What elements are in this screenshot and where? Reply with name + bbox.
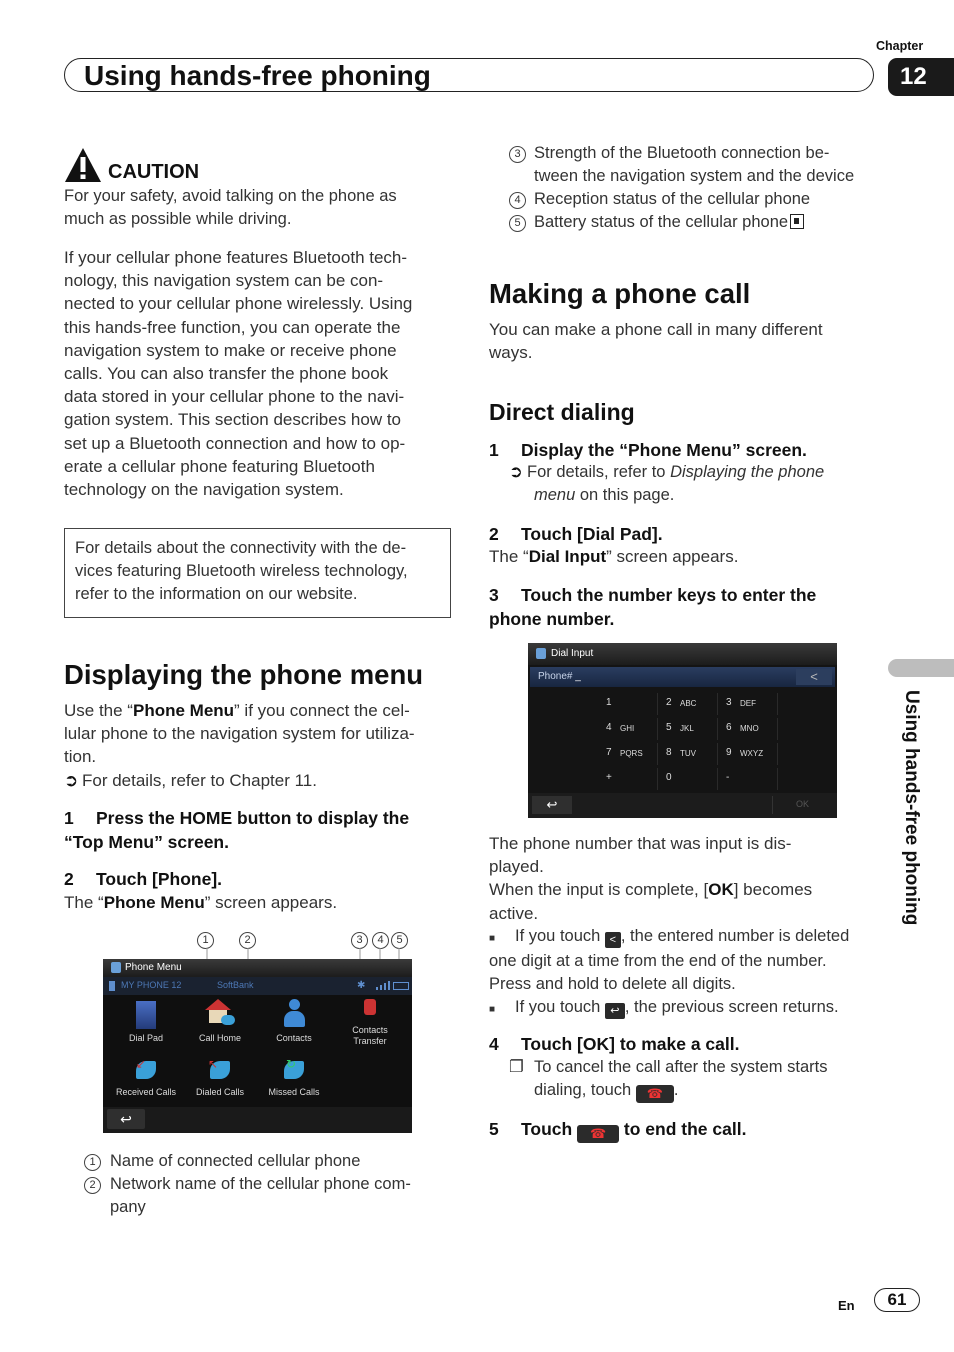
step-2-result: The “Phone Menu” screen appears.	[64, 893, 338, 912]
ok-button[interactable]: OK	[796, 799, 810, 809]
missed-calls-icon: ↻	[282, 1057, 306, 1083]
reference-arrow-icon: ➲	[509, 463, 523, 481]
backspace-icon[interactable]: <	[796, 669, 832, 685]
step-4-making: 4 Touch [OK] to make a call.	[489, 1034, 740, 1054]
side-tab-marker	[888, 659, 954, 677]
text-line: calls. You can also transfer the phone book	[64, 364, 389, 384]
dial-pad-item[interactable]: Dial Pad	[111, 999, 181, 1055]
bullet-list: ■ If you touch < , the entered number is deleted one digit at a time from the end of the number. Press and hold to delete all digits. ■ If you touch ↩ , the previous screen returns.	[489, 927, 850, 1017]
text-line: nected to your cellular phone wirelessly. Using	[64, 294, 413, 314]
call-home-item[interactable]: Call Home	[185, 999, 255, 1055]
dialed-calls-item[interactable]: ↖ Dialed Calls	[195, 1057, 245, 1097]
keypad-key[interactable]: +	[600, 768, 658, 790]
battery-small-icon	[790, 214, 804, 229]
keypad-key[interactable]: 3 DEF	[720, 693, 778, 715]
keypad-key[interactable]: 9 WXYZ	[720, 743, 778, 765]
keypad-key[interactable]: 1	[600, 693, 658, 715]
battery-icon	[393, 982, 409, 990]
reference-arrow-icon: ➲	[64, 770, 79, 790]
text-line: gation system. This section describes how to	[64, 410, 402, 430]
backspace-icon: <	[605, 932, 621, 948]
keypad-key[interactable]: 4 GHI	[600, 718, 658, 740]
making-intro: You can make a phone call in many different ways.	[489, 320, 823, 363]
dial-input-screenshot	[528, 643, 837, 818]
missed-calls-item[interactable]: ↻ Missed Calls	[268, 1057, 320, 1097]
keypad-key[interactable]: 5 JKL	[660, 718, 718, 740]
contacts-transfer-item[interactable]: Contacts Transfer	[335, 999, 405, 1061]
phone-name: MY PHONE 12	[121, 980, 182, 990]
callout-5: 5	[391, 931, 408, 949]
dialed-calls-icon: ↖	[208, 1057, 232, 1083]
signal-icon	[376, 980, 390, 990]
section-heading-making: Making a phone call	[489, 278, 751, 309]
end-call-icon: ☎	[636, 1085, 674, 1103]
back-arrow-icon[interactable]: ↩	[107, 1109, 145, 1129]
keypad-key[interactable]: 0	[660, 768, 718, 790]
contacts-item[interactable]: Contacts	[259, 999, 329, 1055]
text-line: this hands-free function, you can operate the	[64, 317, 401, 337]
language-label: En	[838, 1298, 855, 1313]
page-number: 61	[874, 1288, 920, 1312]
caution-title: CAUTION	[108, 161, 200, 183]
text-line: erate a cellular phone featuring Bluetooth	[64, 456, 375, 476]
keypad-key[interactable]: 6 MNO	[720, 718, 778, 740]
step-1-displaying: 1 Press the HOME button to display the “Top Menu” screen.	[64, 808, 410, 852]
text-line: set up a Bluetooth connection and how to op-	[64, 433, 406, 453]
keypad-key[interactable]: 2 ABC	[660, 693, 718, 715]
legend-left: 1 Name of connected cellular phone 2 Network name of the cellular phone com- pany	[84, 1150, 454, 1219]
intro-paragraph	[64, 246, 464, 501]
received-calls-item[interactable]: ↙ Received Calls	[115, 1057, 177, 1097]
back-arrow-icon: ↩	[605, 1003, 625, 1019]
phone-icon	[109, 981, 115, 991]
text-line: For details about the connectivity with the de-	[75, 539, 407, 557]
step-2-displaying: 2 Touch [Phone].	[64, 869, 223, 889]
keypad	[600, 693, 780, 793]
phone-menu-screenshot	[103, 959, 412, 1133]
phone-menu-icon	[111, 962, 121, 973]
subheading-direct-dialing: Direct dialing	[489, 399, 635, 425]
callout-4: 4	[372, 931, 389, 949]
caution-text: For your safety, avoid talking on the phone as much as possible while driving.	[64, 187, 397, 228]
callout-3: 3	[351, 931, 368, 949]
text-line: technology on the navigation system.	[64, 480, 344, 500]
network-name: SoftBank	[217, 980, 254, 990]
end-call-icon: ☎	[577, 1125, 619, 1143]
step-3-making: 3 Touch the number keys to enter the phone number.	[489, 585, 817, 629]
warning-icon	[64, 147, 102, 183]
step-5-making: 5 Touch ☎ to end the call.	[489, 1119, 747, 1141]
text-line: refer to the information on our website.	[75, 585, 358, 603]
back-arrow-icon[interactable]: ↩	[532, 796, 572, 814]
keypad-key[interactable]: -	[720, 768, 778, 790]
step-1-reference: ➲ For details, refer to Displaying the phone menu on this page.	[509, 463, 825, 504]
phone-menu-title: Phone Menu	[125, 962, 182, 973]
text-line: nology, this navigation system can be con-	[64, 271, 384, 291]
step-1-making: 1 Display the “Phone Menu” screen.	[489, 440, 807, 460]
step-4-note: ❐ To cancel the call after the system starts dialing, touch ☎ .	[509, 1058, 828, 1101]
phone-number-field[interactable]: Phone# _	[538, 671, 581, 682]
received-calls-icon: ↙	[134, 1057, 158, 1083]
step-2-making: 2 Touch [Dial Pad].	[489, 524, 663, 544]
side-label: Using hands-free phoning	[901, 690, 922, 926]
step-2-making-result: The “Dial Input” screen appears.	[489, 547, 739, 566]
note-checkbox-icon: ❐	[509, 1058, 524, 1076]
keypad-key[interactable]: 8 TUV	[660, 743, 718, 765]
note-text	[75, 537, 445, 606]
section-heading-displaying: Displaying the phone menu	[64, 659, 424, 690]
bluetooth-icon: ✱	[357, 980, 366, 991]
text-line: navigation system to make or receive phone	[64, 340, 397, 360]
after-dial-text: The phone number that was input is dis- played. When the input is complete, [OK] becomes active.	[489, 834, 813, 923]
callout-2: 2	[239, 931, 256, 949]
home-icon	[205, 999, 235, 1029]
legend-right: 3 Strength of the Bluetooth connection be- tween the navigation system and the device 4 Reception status of the cellular phone 5 Battery status of the cellular phone	[509, 142, 889, 234]
text-line: vices featuring Bluetooth wireless technology,	[75, 562, 408, 580]
keypad-key[interactable]: 7 PQRS	[600, 743, 658, 765]
callout-1: 1	[197, 931, 214, 949]
dial-input-title: Dial Input	[551, 648, 594, 659]
contacts-icon	[282, 999, 306, 1029]
text-line: data stored in your cellular phone to the navi-	[64, 387, 405, 407]
text-line: If your cellular phone features Bluetooth tech-	[64, 248, 408, 267]
chapter-label: Chapter	[876, 39, 924, 53]
chapter-number: 12	[888, 58, 954, 96]
displaying-intro: Use the “Phone Menu” if you connect the cel- lular phone to the navigation system for utiliza- tion. ➲ For details, refer to Chapter 11.	[64, 699, 464, 792]
dial-input-icon	[536, 648, 546, 659]
contacts-transfer-icon	[358, 999, 382, 1023]
page-title: Using hands-free phoning	[84, 60, 431, 91]
dial-pad-icon	[136, 1001, 156, 1029]
